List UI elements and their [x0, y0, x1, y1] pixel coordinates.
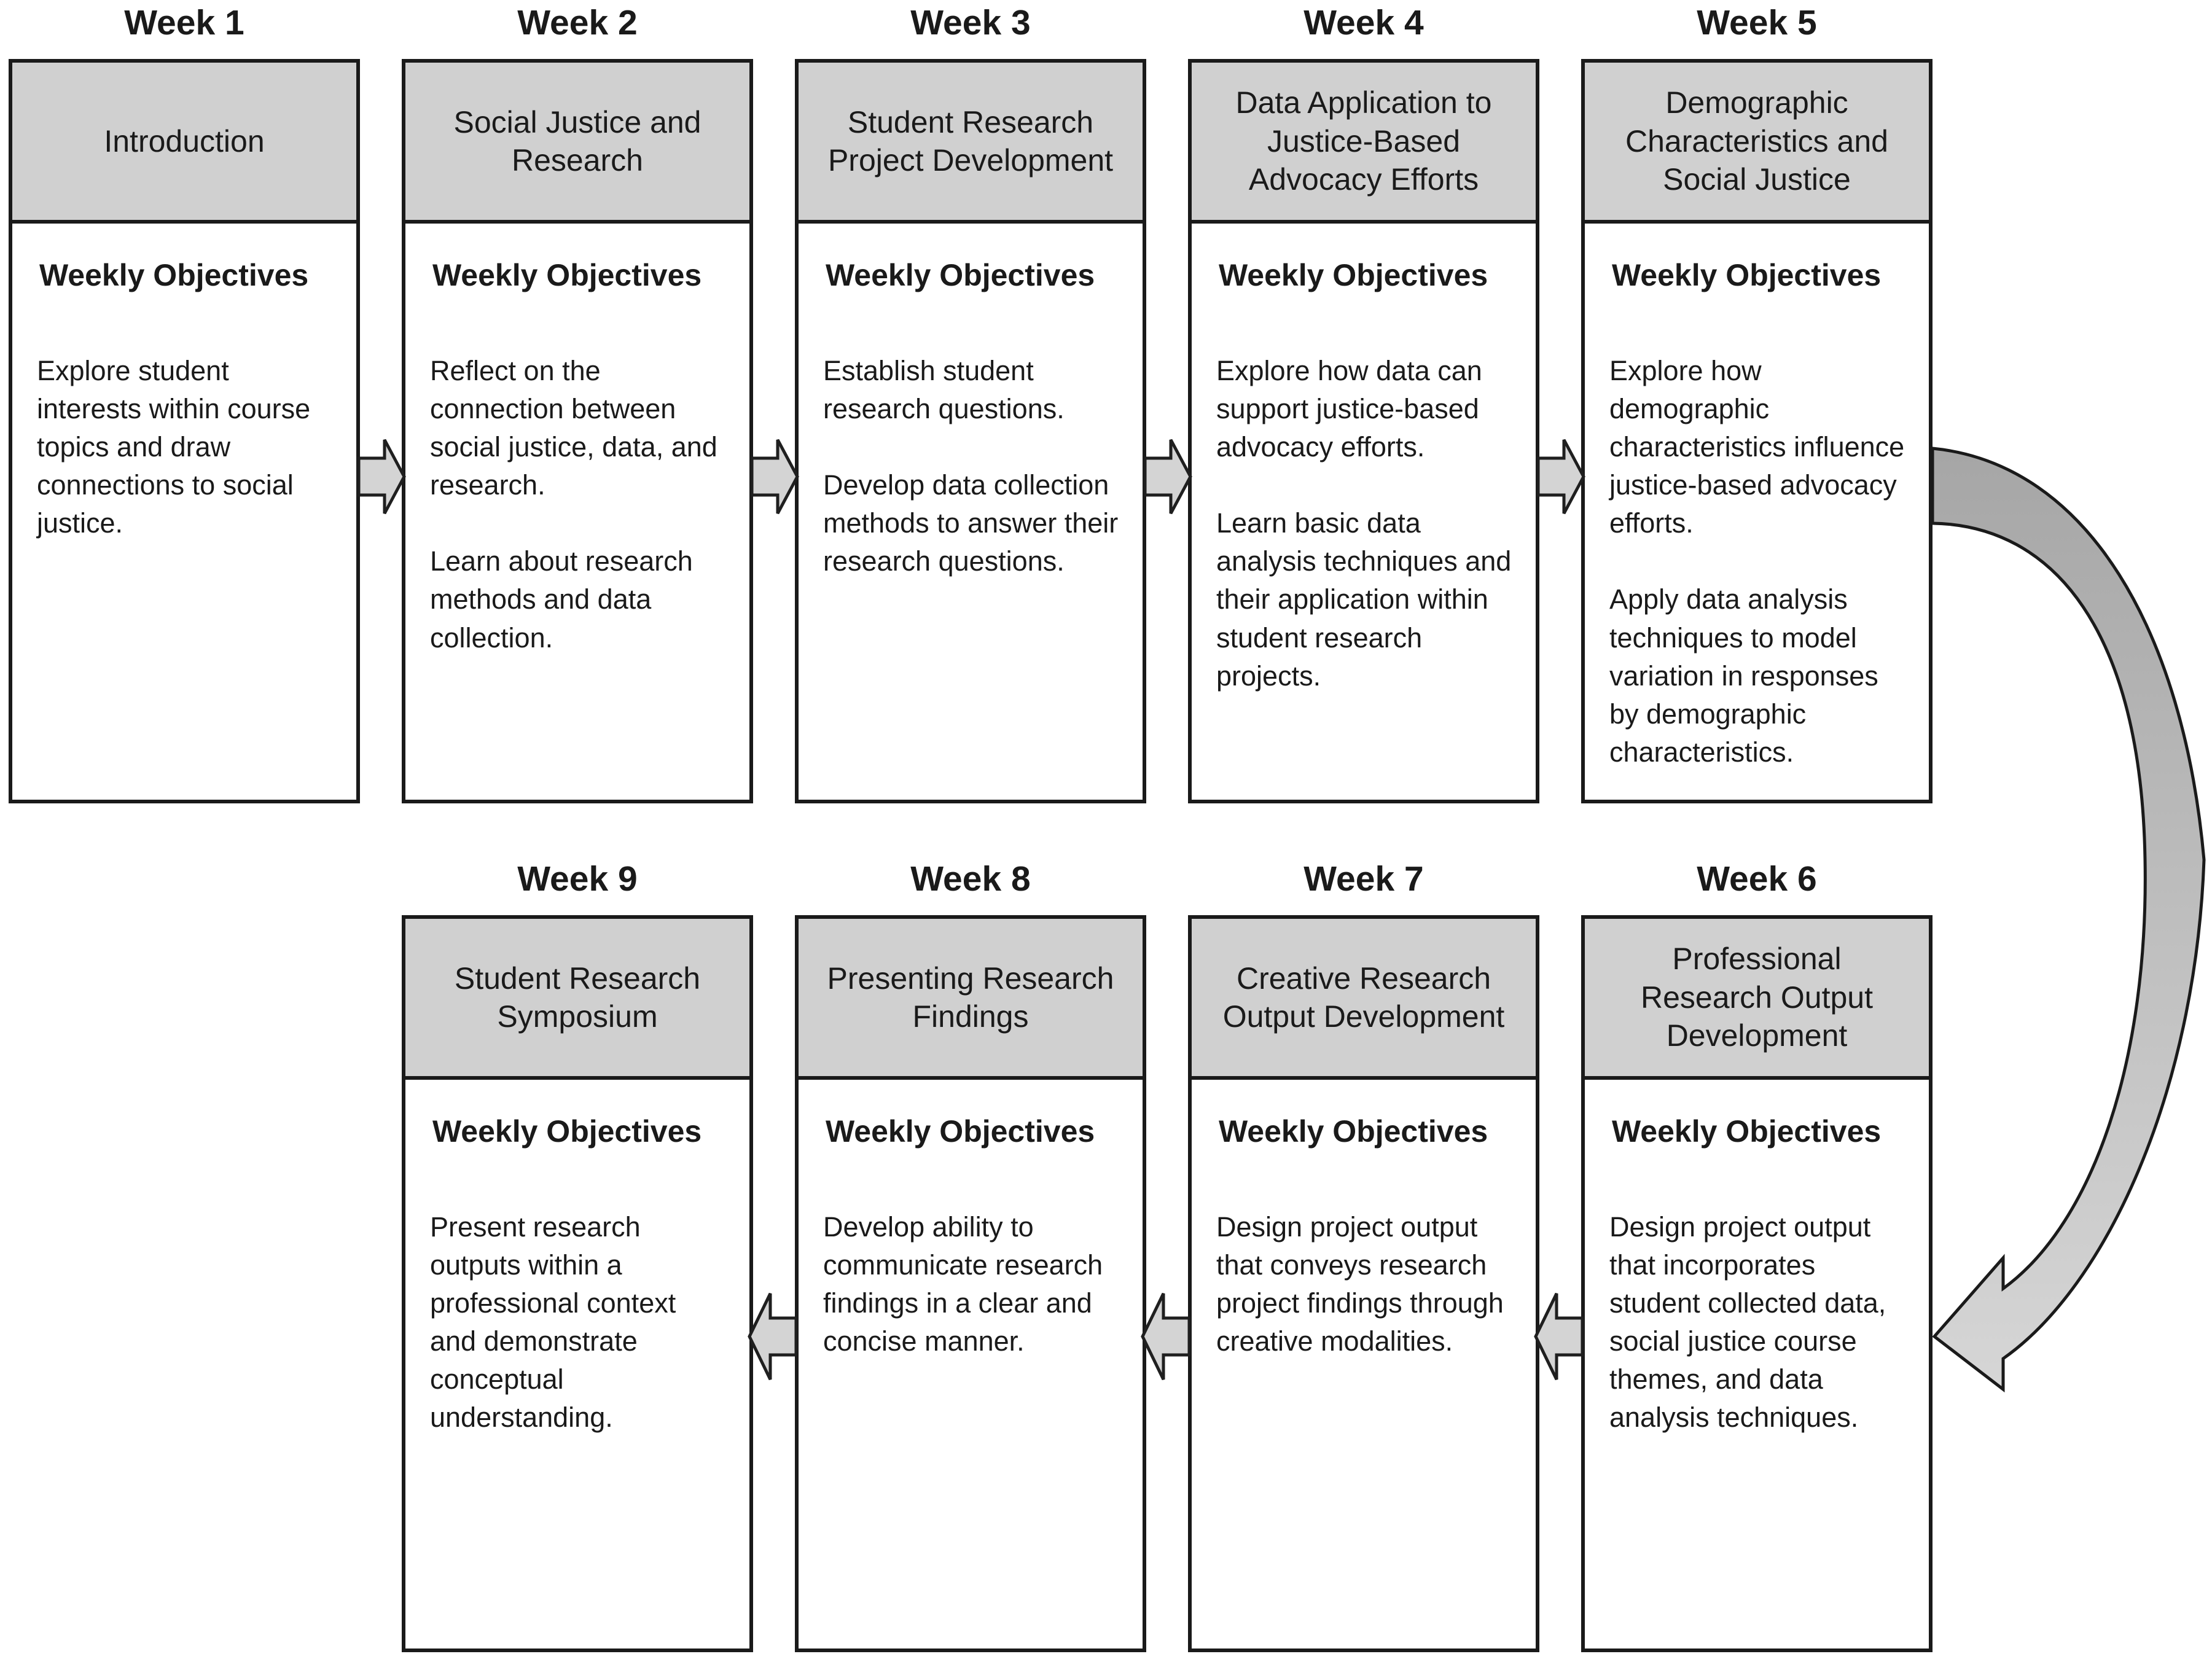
weekly-objectives-heading: Weekly Objectives — [432, 258, 702, 292]
week-box-header: Creative Research Output Development — [1192, 919, 1536, 1080]
objective-text: Develop ability to communicate research findings in a clear and concise manner. — [823, 1211, 1103, 1357]
week-cell-6 — [1581, 859, 1933, 1652]
curved-flow-arrow-icon — [1933, 448, 2204, 1389]
right-flow-arrow-icon — [752, 440, 797, 513]
week-box-body — [405, 1080, 749, 1500]
objective-text: Present research outputs within a professional context and demonstrate conceptual understanding. — [430, 1211, 676, 1434]
left-flow-arrow-icon — [1536, 1293, 1582, 1379]
objective-text: Explore how demographic characteristics influence justice-based advocacy efforts. — [1609, 355, 1905, 539]
week-box-body — [1192, 1080, 1536, 1423]
week-box-body — [1585, 224, 1929, 834]
objective-text: Explore how data can support justice-based advocacy efforts. — [1216, 355, 1482, 463]
week-label: Week 2 — [517, 3, 638, 42]
week-box — [402, 59, 753, 803]
week-label: Week 3 — [910, 3, 1031, 42]
week-box-body — [1192, 224, 1536, 758]
week-cell-3 — [795, 2, 1146, 803]
week-box-header: Student Research Symposium — [405, 919, 749, 1080]
weekly-objectives-heading: Weekly Objectives — [39, 258, 309, 292]
right-flow-arrow-icon — [359, 440, 404, 513]
week-box-header: Data Application to Justice-Based Advocacy Efforts — [1192, 63, 1536, 224]
week-label: Week 8 — [910, 859, 1031, 899]
objective-text: Develop data collection methods to answer their research questions. — [823, 469, 1119, 577]
objective-text: Establish student research questions. — [823, 355, 1065, 425]
week-box-header: Professional Research Output Development — [1585, 919, 1929, 1080]
week-cell-8 — [795, 859, 1146, 1652]
objective-text: Design project output that incorporates student collected data, social justice course themes, and data analysis techniques. — [1609, 1211, 1886, 1434]
week-cell-7 — [1188, 859, 1539, 1652]
left-flow-arrow-icon — [749, 1293, 796, 1379]
week-box — [795, 59, 1146, 803]
week-box-header: Presenting Research Findings — [799, 919, 1143, 1080]
week-cell-5 — [1581, 2, 1933, 803]
week-label: Week 6 — [1697, 859, 1817, 899]
week-cell-9 — [402, 859, 753, 1652]
week-cell-1 — [9, 2, 360, 803]
weekly-objectives-heading: Weekly Objectives — [826, 258, 1095, 292]
week-box — [402, 915, 753, 1652]
week-box — [1188, 59, 1539, 803]
objective-text: Explore student interests within course topics and draw connections to social justice. — [37, 355, 311, 539]
objective-text: Reflect on the connection between social justice, data, and research. — [430, 355, 717, 501]
week-box-header: Social Justice and Research — [405, 63, 749, 224]
weekly-objectives-heading: Weekly Objectives — [432, 1114, 702, 1149]
week-box-body — [1585, 1080, 1929, 1500]
weekly-objectives-heading: Weekly Objectives — [1219, 1114, 1488, 1149]
right-flow-arrow-icon — [1145, 440, 1190, 513]
objective-text: Learn basic data analysis techniques and their application within student research projects. — [1216, 507, 1512, 692]
week-box — [1188, 915, 1539, 1652]
objective-text: Design project output that conveys research project findings through creative modalities. — [1216, 1211, 1504, 1357]
week-box — [1581, 915, 1933, 1652]
week-label: Week 5 — [1697, 3, 1817, 42]
week-box-body — [799, 224, 1143, 643]
week-cell-2 — [402, 2, 753, 803]
week-label: Week 1 — [124, 3, 244, 42]
objective-text: Learn about research methods and data collection. — [430, 545, 693, 654]
weekly-objectives-heading: Weekly Objectives — [826, 1114, 1095, 1149]
week-box-header: Introduction — [12, 63, 356, 224]
weekly-objectives-heading: Weekly Objectives — [1219, 258, 1488, 292]
week-box-body — [405, 224, 749, 720]
week-label: Week 7 — [1303, 859, 1424, 899]
week-box — [9, 59, 360, 803]
weekly-objectives-heading: Weekly Objectives — [1612, 1114, 1882, 1149]
weekly-objectives-heading: Weekly Objectives — [1612, 258, 1882, 292]
right-flow-arrow-icon — [1538, 440, 1584, 513]
week-box — [1581, 59, 1933, 803]
week-box-body — [799, 1080, 1143, 1423]
week-label: Week 9 — [517, 859, 638, 899]
week-cell-4 — [1188, 2, 1539, 803]
week-box-header: Demographic Characteristics and Social Justice — [1585, 63, 1929, 224]
left-flow-arrow-icon — [1143, 1293, 1189, 1379]
week-label: Week 4 — [1303, 3, 1424, 42]
week-box — [795, 915, 1146, 1652]
week-box-header: Student Research Project Development — [799, 63, 1143, 224]
objective-text: Apply data analysis techniques to model variation in responses by demographic characteristics. — [1609, 583, 1878, 768]
week-box-body — [12, 224, 356, 605]
